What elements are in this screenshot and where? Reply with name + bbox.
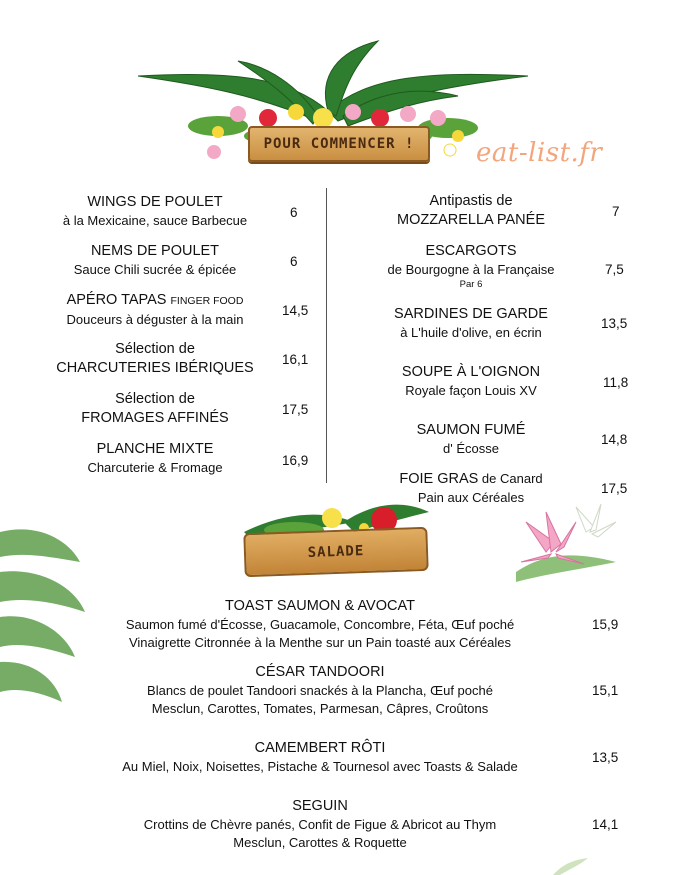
salade-item-toast-saumon (60, 597, 580, 652)
item-price: 16,1 (282, 352, 309, 367)
sprig-decoration (548, 856, 598, 875)
item-price: 14,1 (592, 817, 619, 832)
item-price: 15,1 (592, 683, 619, 698)
item-title: SAUMON FUMÉ (416, 422, 526, 438)
item-title: SEGUIN (292, 798, 348, 814)
item-desc-line: Blancs de poulet Tandoori snackés à la Plancha, Œuf poché (147, 683, 493, 698)
item-price: 14,5 (282, 303, 309, 318)
menu-item-fromages (40, 390, 270, 428)
item-desc: CHARCUTERIES IBÉRIQUES (56, 360, 254, 376)
item-desc-line: Crottins de Chèvre panés, Confit de Figue & Abricot au Thym (143, 817, 497, 832)
item-desc: Sauce Chili sucrée & épicée (73, 262, 237, 277)
item-title: ESCARGOTS (425, 243, 517, 259)
menu-item-nems (40, 242, 270, 279)
item-price: 11,8 (603, 375, 629, 390)
menu-item-planche-mixte (40, 440, 270, 477)
menu-item-charcuteries (40, 340, 270, 378)
item-title: Sélection de (115, 341, 195, 357)
item-title: NEMS DE POULET (90, 243, 220, 259)
item-title-main: FOIE GRAS (399, 471, 479, 487)
item-price: 6 (290, 254, 298, 269)
section-title-starters: POUR COMMENCER ! (263, 136, 415, 152)
item-title-rest: de Canard (478, 471, 543, 486)
item-title: CÉSAR TANDOORI (255, 664, 385, 680)
salade-item-cesar-tandoori (60, 663, 580, 718)
watermark: eat-list.fr (476, 138, 603, 168)
item-price: 13,5 (592, 750, 619, 765)
menu-item-soupe-oignon (356, 363, 586, 400)
item-desc: Charcuterie & Fromage (87, 460, 223, 475)
item-title: Sélection de (115, 391, 195, 407)
item-desc: d' Écosse (443, 441, 499, 456)
item-desc: MOZZARELLA PANÉE (397, 212, 545, 228)
item-sub: Par 6 (459, 279, 483, 290)
item-desc-line: Au Miel, Noix, Noisettes, Pistache & Tournesol avec Toasts & Salade (122, 759, 518, 774)
item-desc-line: Vinaigrette Citronnée à la Menthe sur un Pain toasté aux Céréales (128, 635, 512, 650)
item-desc: Pain aux Céréales (417, 490, 525, 505)
item-price: 15,9 (592, 617, 619, 632)
item-title: CAMEMBERT RÔTI (254, 740, 386, 756)
item-price: 7,5 (605, 262, 624, 277)
salade-item-seguin (60, 797, 580, 852)
item-desc: à L'huile d'olive, en écrin (400, 325, 542, 340)
menu-item-antipastis (356, 192, 586, 230)
salade-item-camembert (60, 739, 580, 776)
item-price: 16,9 (282, 453, 309, 468)
item-desc: à la Mexicaine, sauce Barbecue (62, 213, 248, 228)
item-desc: Royale façon Louis XV (405, 383, 537, 398)
item-price: 17,5 (282, 402, 309, 417)
section-title-salade: SALADE (307, 543, 365, 561)
menu-item-sardines (356, 305, 586, 342)
lily-flower-decoration (506, 492, 626, 592)
item-desc: Douceurs à déguster à la main (66, 312, 244, 327)
menu-item-saumon-fume (356, 421, 586, 458)
menu-item-escargots (356, 242, 586, 291)
menu-item-wings (40, 193, 270, 230)
item-price: 17,5 (601, 481, 628, 496)
item-price: 6 (290, 205, 298, 220)
item-title: SOUPE À L'OIGNON (401, 364, 541, 380)
column-divider (326, 188, 327, 483)
item-price: 7 (612, 204, 620, 219)
item-desc-line: Mesclun, Carottes & Roquette (233, 835, 407, 850)
item-title (356, 470, 586, 489)
item-title: WINGS DE POULET (87, 194, 223, 210)
item-desc-line: Saumon fumé d'Écosse, Guacamole, Concombre, Féta, Œuf poché (125, 617, 515, 632)
item-title: Antipastis de (429, 193, 513, 209)
item-price: 13,5 (601, 316, 628, 331)
item-title: TOAST SAUMON & AVOCAT (225, 598, 415, 614)
item-title: PLANCHE MIXTE (96, 441, 214, 457)
item-title-main: APÉRO TAPAS (66, 292, 167, 308)
section-sign-starters (248, 126, 430, 162)
item-desc: FROMAGES AFFINÉS (81, 410, 229, 426)
item-desc: de Bourgogne à la Française (387, 262, 555, 277)
item-title (40, 291, 270, 311)
item-title-small: FINGER FOOD (170, 295, 244, 307)
item-title: SARDINES DE GARDE (394, 306, 548, 322)
item-price: 14,8 (601, 432, 628, 447)
section-sign-salade (243, 527, 428, 577)
menu-item-apero-tapas (40, 291, 270, 329)
item-desc-line: Mesclun, Carottes, Tomates, Parmesan, Câpres, Croûtons (151, 701, 489, 716)
